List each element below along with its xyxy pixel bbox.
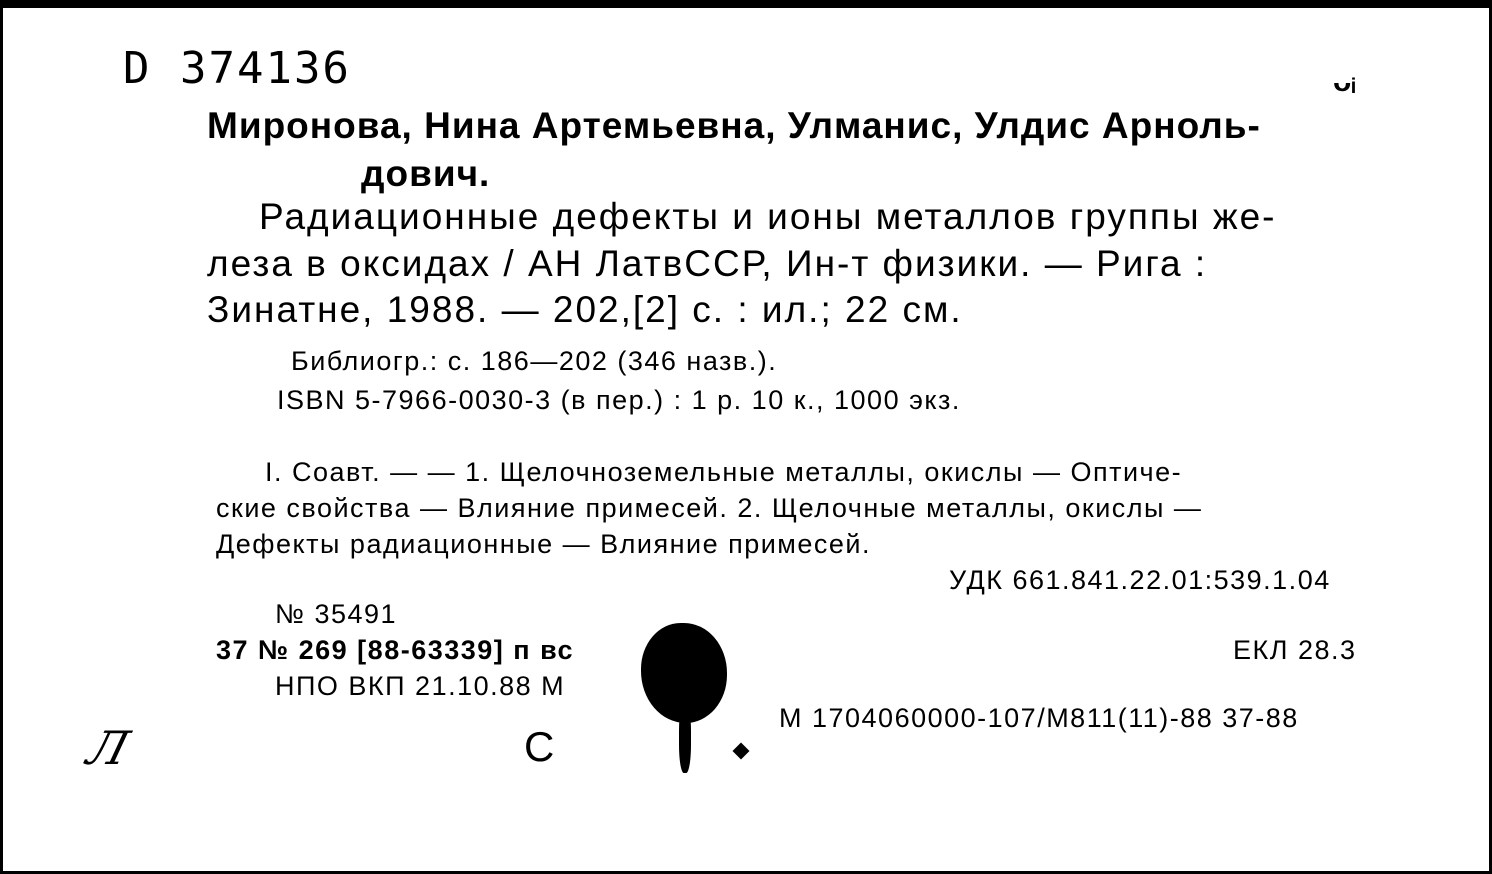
ink-speck — [733, 743, 750, 760]
bibliography-note: Библиогр.: с. 186—202 (346 назв.). — [291, 346, 778, 376]
ekl-code: ЕКЛ 28.3 — [1233, 635, 1357, 665]
top-border — [3, 0, 1489, 8]
title-line-2: леза в оксидах / АН ЛатвССР, Ин-т физики. — Рига : — [207, 243, 1208, 284]
card-number: № 35491 — [275, 599, 398, 629]
publication-code: М 1704060000-107/М811(11)-88 37-88 — [779, 703, 1299, 733]
letter-c: С — [524, 723, 555, 770]
authors-line-1: Миронова, Нина Артемьевна, Улманис, Улдис Арноль- — [207, 105, 1261, 146]
authors-line-2: дович. — [361, 153, 491, 194]
title-line-3: Зинатне, 1988. — 202,[2] с. : ил.; 22 см. — [207, 289, 963, 330]
isbn-line: ISBN 5-7966-0030-3 (в пер.) : 1 р. 10 к., 1000 экз. — [277, 385, 961, 415]
title-line-1: Радиационные дефекты и ионы металлов группы же- — [259, 196, 1277, 237]
stamp-number: D 374136 — [123, 43, 351, 94]
npo-line: НПО ВКП 21.10.88 М — [275, 671, 566, 701]
order-line: 37 № 269 [88-63339] п вс — [216, 635, 575, 665]
subjects-line-2: ские свойства — Влияние примесей. 2. Щелочные металлы, окислы — — [216, 493, 1203, 523]
handwritten-mark: Л — [81, 721, 135, 775]
ink-blot-tail — [679, 703, 691, 773]
udk-code: УДК 661.841.22.01:539.1.04 — [949, 565, 1331, 595]
corner-mark: ᴗᵢ — [1333, 65, 1356, 98]
subjects-line-1: I. Соавт. — — 1. Щелочноземельные металлы, окислы — Оптиче- — [265, 457, 1183, 487]
subjects-line-3: Дефекты радиационные — Влияние примесей. — [216, 529, 871, 559]
